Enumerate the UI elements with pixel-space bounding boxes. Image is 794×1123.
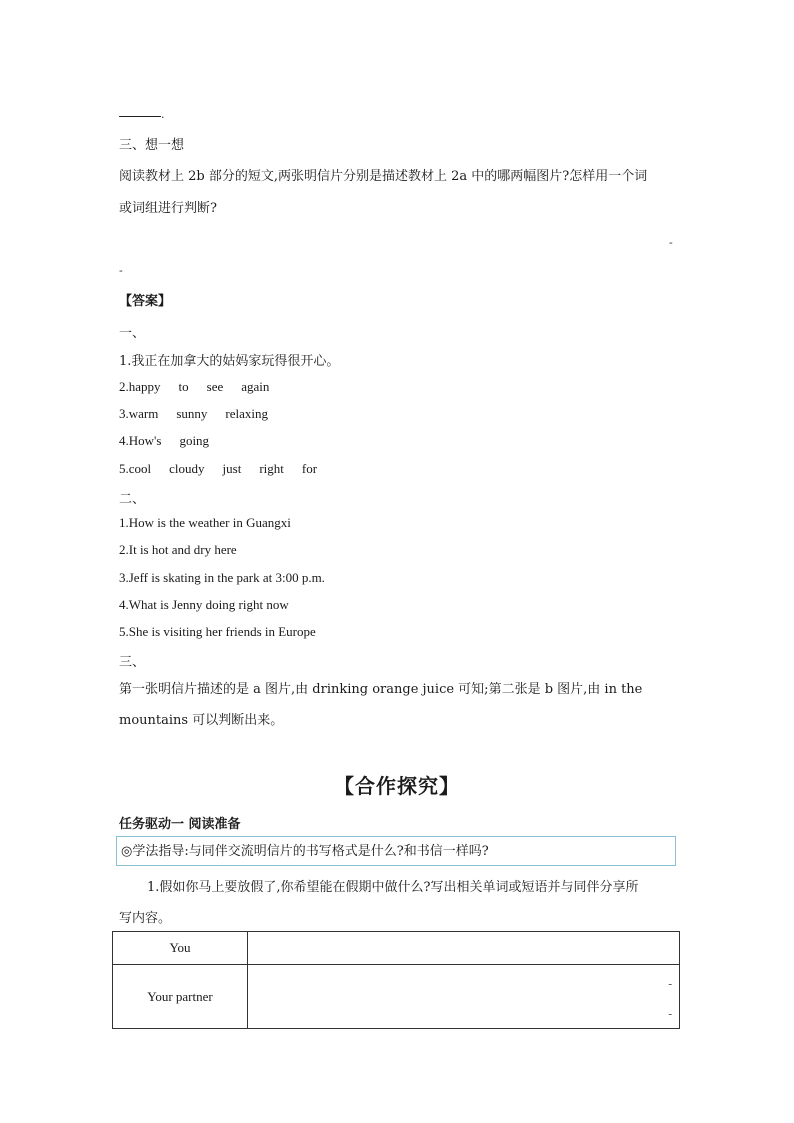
answers-part3-line1: 第一张明信片描述的是 a 图片,由 drinking orange juice 可知;第二张是 b 图片,由 in the: [119, 682, 643, 697]
answer-item: 4.What is Jenny doing right now: [119, 597, 289, 612]
answer-item: 5.cool cloudy just right for: [119, 461, 318, 476]
answer-item: 5.She is visiting her friends in Europe: [119, 624, 316, 639]
question-1-line2: 写内容。: [119, 911, 172, 926]
answer-item: 3.warm sunny relaxing: [119, 406, 269, 421]
section3-question-line1: 阅读教材上 2b 部分的短文,两张明信片分别是描述教材上 2a 中的哪两幅图片?怎样用一个词: [119, 169, 648, 184]
table-row: [113, 932, 680, 965]
cooperate-title: 【合作探究】: [334, 774, 460, 798]
section3-heading: 三、想一想: [119, 138, 185, 153]
dash-mark: -: [668, 978, 672, 990]
section3-question-line2: 或词组进行判断?: [119, 201, 217, 216]
answer-cell-you[interactable]: [248, 932, 680, 965]
answer-item: 1.How is the weather in Guangxi: [119, 515, 291, 530]
method-guide-box: ◎学法指导:与同伴交流明信片的书写格式是什么?和书信一样吗?: [116, 836, 676, 866]
answer-item: 4.How's going: [119, 433, 210, 448]
answer-item: 2.It is hot and dry here: [119, 542, 237, 557]
answer-blank-line: [119, 116, 161, 117]
answers-part2-label: 二、: [119, 492, 146, 507]
dash-mark: -: [669, 236, 673, 249]
cell-content: [249, 966, 678, 1027]
answers-part3-line2: mountains 可以判断出来。: [119, 713, 284, 728]
row-label-you: You: [113, 932, 248, 965]
dash-mark: -: [668, 1008, 672, 1020]
answers-heading: 【答案】: [119, 294, 172, 309]
answers-part3-label: 三、: [119, 655, 146, 670]
task-heading: 任务驱动一 阅读准备: [119, 817, 241, 832]
answers-part1-label: 一、: [119, 326, 146, 341]
table-row: [113, 965, 680, 1029]
question-1-line1: 1.假如你马上要放假了,你希望能在假期中做什么?写出相关单词或短语并与同伴分享所: [147, 880, 639, 895]
answer-cell-partner[interactable]: [248, 965, 680, 1029]
share-table: [112, 931, 680, 1029]
period-mark: .: [161, 108, 165, 121]
answer-item: 1.我正在加拿大的姑妈家玩得很开心。: [119, 354, 340, 369]
row-label-partner: Your partner: [113, 965, 248, 1029]
dash-mark: -: [119, 264, 123, 277]
answer-item: 2.happy to see again: [119, 379, 270, 394]
answer-item: 3.Jeff is skating in the park at 3:00 p.m.: [119, 570, 325, 585]
